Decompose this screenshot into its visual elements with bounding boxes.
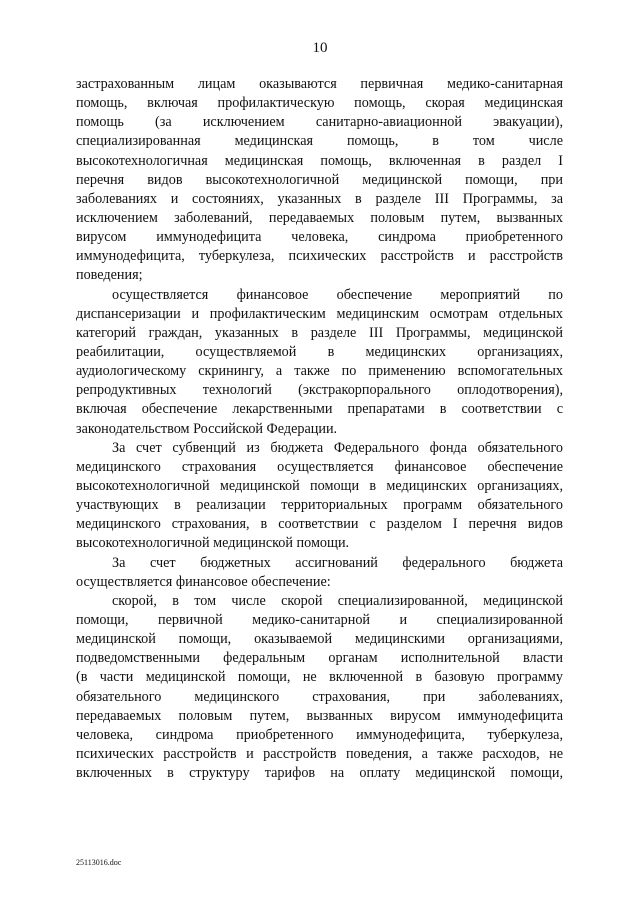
text-line: законодательством Российской Федерации. — [76, 420, 338, 437]
text-line: поведения; — [76, 267, 143, 284]
text-line: помощи, первичной медико-санитарной и специализированной — [76, 611, 563, 628]
text-line: медицинского страхования осуществляется финансовое обеспечение — [76, 458, 563, 475]
text-line: реабилитации, осуществляемой в медицинских организациях, — [76, 343, 563, 360]
text-line: включая обеспечение лекарственными препаратами в соответствии с — [76, 401, 563, 418]
text-line: скорой, в том числе скорой специализированной, медицинской — [112, 592, 563, 609]
text-line: высокотехнологичная медицинская помощь, включенная в раздел I — [76, 152, 563, 169]
text-line: участвующих в реализации территориальных программ обязательного — [76, 497, 563, 514]
text-line: подведомственными федеральным органам исполнительной власти — [76, 650, 563, 667]
text-line: аудиологическому скринингу, а также по применению вспомогательных — [76, 363, 563, 380]
text-line: медицинского страхования, в соответствии с разделом I перечня видов — [76, 516, 563, 533]
text-line: включенных в структуру тарифов на оплату медицинской помощи, — [76, 765, 563, 782]
text-line: За счет бюджетных ассигнований федерального бюджета — [112, 554, 563, 571]
text-line: обязательного медицинского страхования, при заболеваниях, — [76, 688, 563, 705]
text-line: заболеваниях и состояниях, указанных в разделе III Программы, за — [76, 190, 563, 207]
text-line: медицинской помощи, оказываемой медицинскими организациями, — [76, 631, 563, 648]
text-line: осуществляется финансовое обеспечение мероприятий по — [112, 286, 563, 303]
text-line: диспансеризации и профилактическим медицинским осмотрам отдельных — [76, 305, 563, 322]
text-line: психических расстройств и расстройств поведения, а также расходов, не — [76, 745, 563, 762]
text-line: категорий граждан, указанных в разделе III Программы, медицинской — [76, 324, 563, 341]
text-line: осуществляется финансовое обеспечение: — [76, 573, 331, 590]
text-line: человека, синдрома приобретенного иммунодефицита, туберкулеза, — [76, 726, 563, 743]
text-line: помощь (за исключением санитарно-авиационной эвакуации), — [76, 114, 563, 131]
text-line: специализированная медицинская помощь, в том числе — [76, 133, 563, 150]
text-line: высокотехнологичной медицинской помощи в медицинских организациях, — [76, 477, 563, 494]
text-line: перечня видов высокотехнологичной медицинской помощи, при — [76, 171, 563, 188]
text-line: передаваемых половым путем, вызванных вирусом иммунодефицита — [76, 707, 563, 724]
text-line: вирусом иммунодефицита человека, синдрома приобретенного — [76, 229, 563, 246]
text-line: иммунодефицита, туберкулеза, психических расстройств и расстройств — [76, 248, 563, 265]
text-line: исключением заболеваний, передаваемых половым путем, вызванных — [76, 209, 563, 226]
footer-filename: 25113016.doc — [76, 858, 122, 867]
text-line: репродуктивных технологий (экстракорпорального оплодотворения), — [76, 382, 563, 399]
text-line: помощь, включая профилактическую помощь, скорая медицинская — [76, 95, 563, 112]
text-line: (в части медицинской помощи, не включенной в базовую программу — [76, 669, 563, 686]
text-line: За счет субвенций из бюджета Федерального фонда обязательного — [112, 439, 563, 456]
page-number: 10 — [312, 40, 328, 56]
document-body — [76, 75, 563, 783]
text-line: высокотехнологичной медицинской помощи. — [76, 535, 350, 552]
text-line: застрахованным лицам оказываются первичная медико-санитарная — [76, 76, 563, 92]
